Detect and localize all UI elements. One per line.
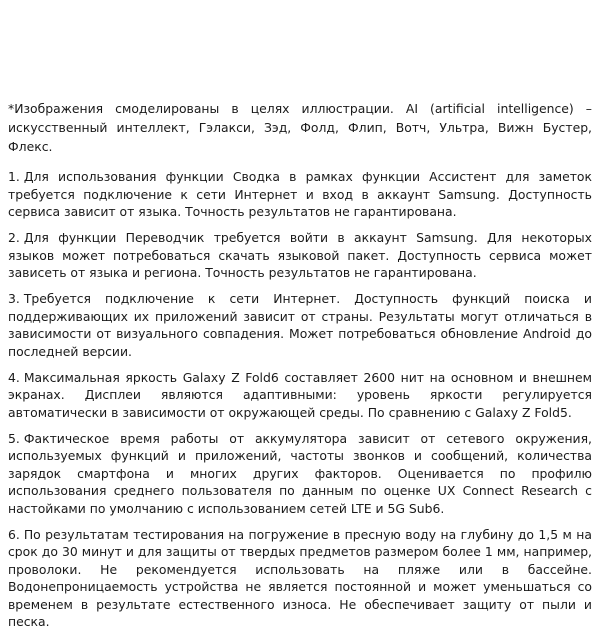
footnote-5 (8, 430, 592, 518)
footnote-list (8, 168, 592, 631)
intro-note: *Изображения смоделированы в целях иллюстрации. AI (artificial intelligence) – искусственный интеллект, Гэлакси, Зэд, Фолд, Флип, Вотч, Ультра, Вижн Бустер, Флекс. (8, 101, 592, 154)
footnote-3 (8, 290, 592, 360)
footnote-number: 5. (8, 430, 20, 446)
footnote-2 (8, 229, 592, 282)
footnote-number: 1. (8, 169, 20, 184)
footnote-text: Для использования функции Сводка в рамках функции Ассистент для заметок требуется подключение к сети Интернет и вход в аккаунт Samsung. Доступность сервиса зависит от языка. Точность результатов не гарантирована. (8, 169, 592, 219)
footnote-text: Фактическое время работы от аккумулятора зависит от сетевого окружения, используемых функций и приложений, частоты звонков и сообщений, количества зарядок смартфона и многих других факторов. Оценивается по профилю использования среднего пользователя по данным по оценке UX Connect Research с настойками по умолчанию с использованием сетей LTE и 5G Sub6. (8, 430, 592, 516)
footnote-text: Максимальная яркость Galaxy Z Fold6 составляет 2600 нит на основном и внешнем экранах. Дисплеи являются адаптивными: уровень яркости регулируется автоматически в зависимости от окружающей среды. По сравнению с Galaxy Z Fold5. (8, 369, 592, 420)
footnote-6 (8, 526, 592, 631)
footnote-text: По результатам тестирования на погружение в пресную воду на глубину до 1,5 м на срок до 30 минут и для защиты от твердых предметов размером более 1 мм, например, проволоки. Не рекомендуется использовать на пляже или в бассейне. Водонепроницаемость устройства не является постоянной и может уменьшаться со временем в результате естественного износа. Не обеспечивает защиту от пыли и песка. (8, 526, 592, 629)
footnote-number: 6. (8, 526, 20, 542)
footnote-text: Для функции Переводчик требуется войти в аккаунт Samsung. Для некоторых языков может потребоваться скачать языковой пакет. Доступность сервиса может зависеть от языка и региона. Точность результатов не гарантирована. (8, 230, 592, 280)
footnote-number: 3. (8, 291, 20, 306)
footnote-1 (8, 168, 592, 221)
footnote-number: 2. (8, 230, 20, 245)
footnote-text: Требуется подключение к сети Интернет. Доступность функций поиска и поддерживающих их приложений зависит от страны. Результаты могут отличаться в зависимости от визуального совпадения. Может потребоваться обновление Android до последней версии. (8, 291, 592, 359)
footnote-number: 4. (8, 369, 20, 385)
footnote-4 (8, 369, 592, 422)
